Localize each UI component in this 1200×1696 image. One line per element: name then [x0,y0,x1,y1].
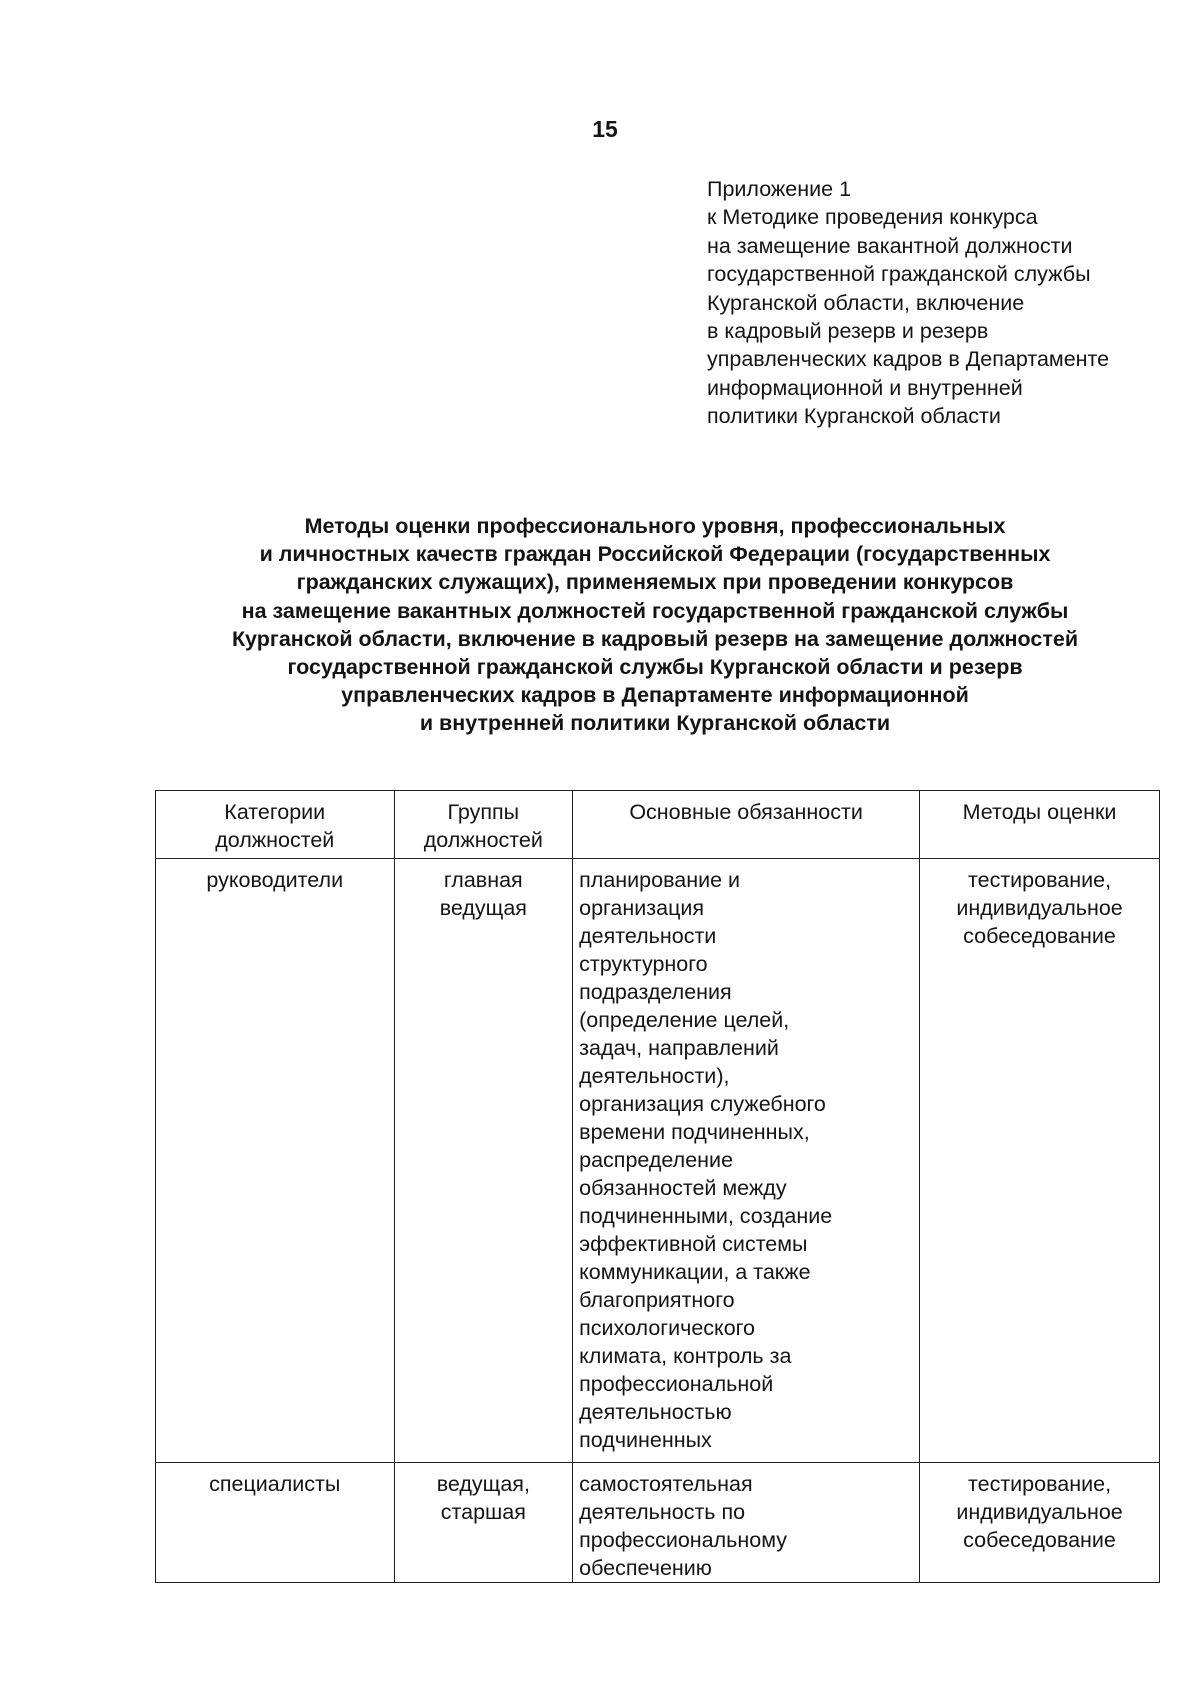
cell-duties [573,1463,920,1583]
cell-text: собеседование [963,1528,1116,1552]
header-position-categories [156,791,395,859]
cell-text: времени подчиненных, [579,1120,810,1144]
cell-text: психологического [579,1316,755,1340]
cell-text: самостоятельная [579,1472,753,1496]
cell-text: организация [579,896,705,920]
cell-groups [394,859,573,1463]
appendix-note [707,175,1187,431]
cell-text: задач, направлений [579,1036,779,1060]
header-text: должностей [423,828,543,852]
cell-text: подчиненными, создание [579,1204,833,1228]
title-line: и внутренней политики Курганской области [419,711,891,736]
header-assessment-methods [920,791,1160,859]
cell-text: деятельности), [579,1064,730,1088]
table-row [156,1463,1160,1583]
cell-text: структурного [579,952,708,976]
header-main-duties [573,791,920,859]
appendix-line: к Методике проведения конкурса [707,205,1038,230]
cell-text: климата, контроль за [579,1344,792,1368]
methods-table [155,790,1160,1583]
cell-text: главная [443,868,523,892]
title-line: Методы оценки профессионального уровня, профессиональных [304,514,1006,538]
title-line: управленческих кадров в Департаменте информационной [341,683,969,708]
cell-text: индивидуальное [956,896,1123,920]
cell-text: распределение [579,1148,734,1172]
cell-text: руководители [206,868,344,892]
table-header-row [156,791,1160,859]
appendix-line: Приложение 1 [707,177,852,201]
page-number: 15 [592,116,618,142]
appendix-line: информационной и внутренней [707,375,1023,400]
cell-text: профессиональному [579,1528,787,1552]
cell-text: (определение целей, [579,1008,790,1032]
cell-text: подразделения [579,980,732,1004]
cell-text: обеспечению [579,1556,712,1580]
header-text: Группы [447,800,520,824]
cell-text: эффективной системы [579,1232,808,1256]
title-line: гражданских служащих), применяемых при проведении конкурсов [296,570,1014,595]
cell-text: планирование и [579,868,741,892]
cell-text: деятельности [579,924,717,948]
cell-text: ведущая, [436,1472,530,1496]
cell-text: специалисты [209,1472,341,1496]
cell-text: собеседование [963,924,1116,948]
header-text: Методы оценки [962,800,1117,824]
cell-methods [920,859,1160,1463]
appendix-line: политики Курганской области [707,404,1001,429]
cell-text: подчиненных [579,1428,712,1452]
table-row [156,859,1160,1463]
cell-text: ведущая [439,896,527,920]
cell-text: обязанностей между [579,1176,787,1200]
appendix-line: Курганской области, включение [707,290,1025,315]
cell-text: деятельностью [579,1400,732,1424]
cell-methods [920,1463,1160,1583]
cell-text: тестирование, [968,868,1112,892]
cell-groups [394,1463,573,1583]
cell-text: профессиональной [579,1372,774,1396]
header-text: Основные обязанности [629,800,863,824]
cell-category [156,1463,395,1583]
cell-text: организация служебного [579,1092,826,1116]
appendix-line: государственной гражданской службы [707,262,1091,287]
document-title [150,512,1160,738]
cell-text: коммуникации, а также [579,1260,811,1284]
cell-text: тестирование, [968,1472,1112,1496]
cell-category [156,859,395,1463]
title-line: и личностных качеств граждан Российской Федерации (государственных [259,542,1051,567]
cell-text: старшая [440,1500,526,1524]
cell-text: деятельность по [579,1500,746,1524]
header-text: Категории [224,800,326,824]
title-line: на замещение вакантных должностей государственной гражданской службы [241,598,1069,623]
cell-duties [573,859,920,1463]
appendix-line: управленческих кадров в Департаменте [707,347,1110,372]
cell-text: индивидуальное [956,1500,1123,1524]
header-text: должностей [215,828,335,852]
title-line: Курганской области, включение в кадровый резерв на замещение должностей [231,626,1079,651]
appendix-line: на замещение вакантной должности [707,233,1073,258]
header-position-groups [394,791,573,859]
cell-text: благоприятного [579,1288,735,1312]
appendix-line: в кадровый резерв и резерв [707,319,989,344]
title-line: государственной гражданской службы Курганской области и резерв [287,655,1023,680]
